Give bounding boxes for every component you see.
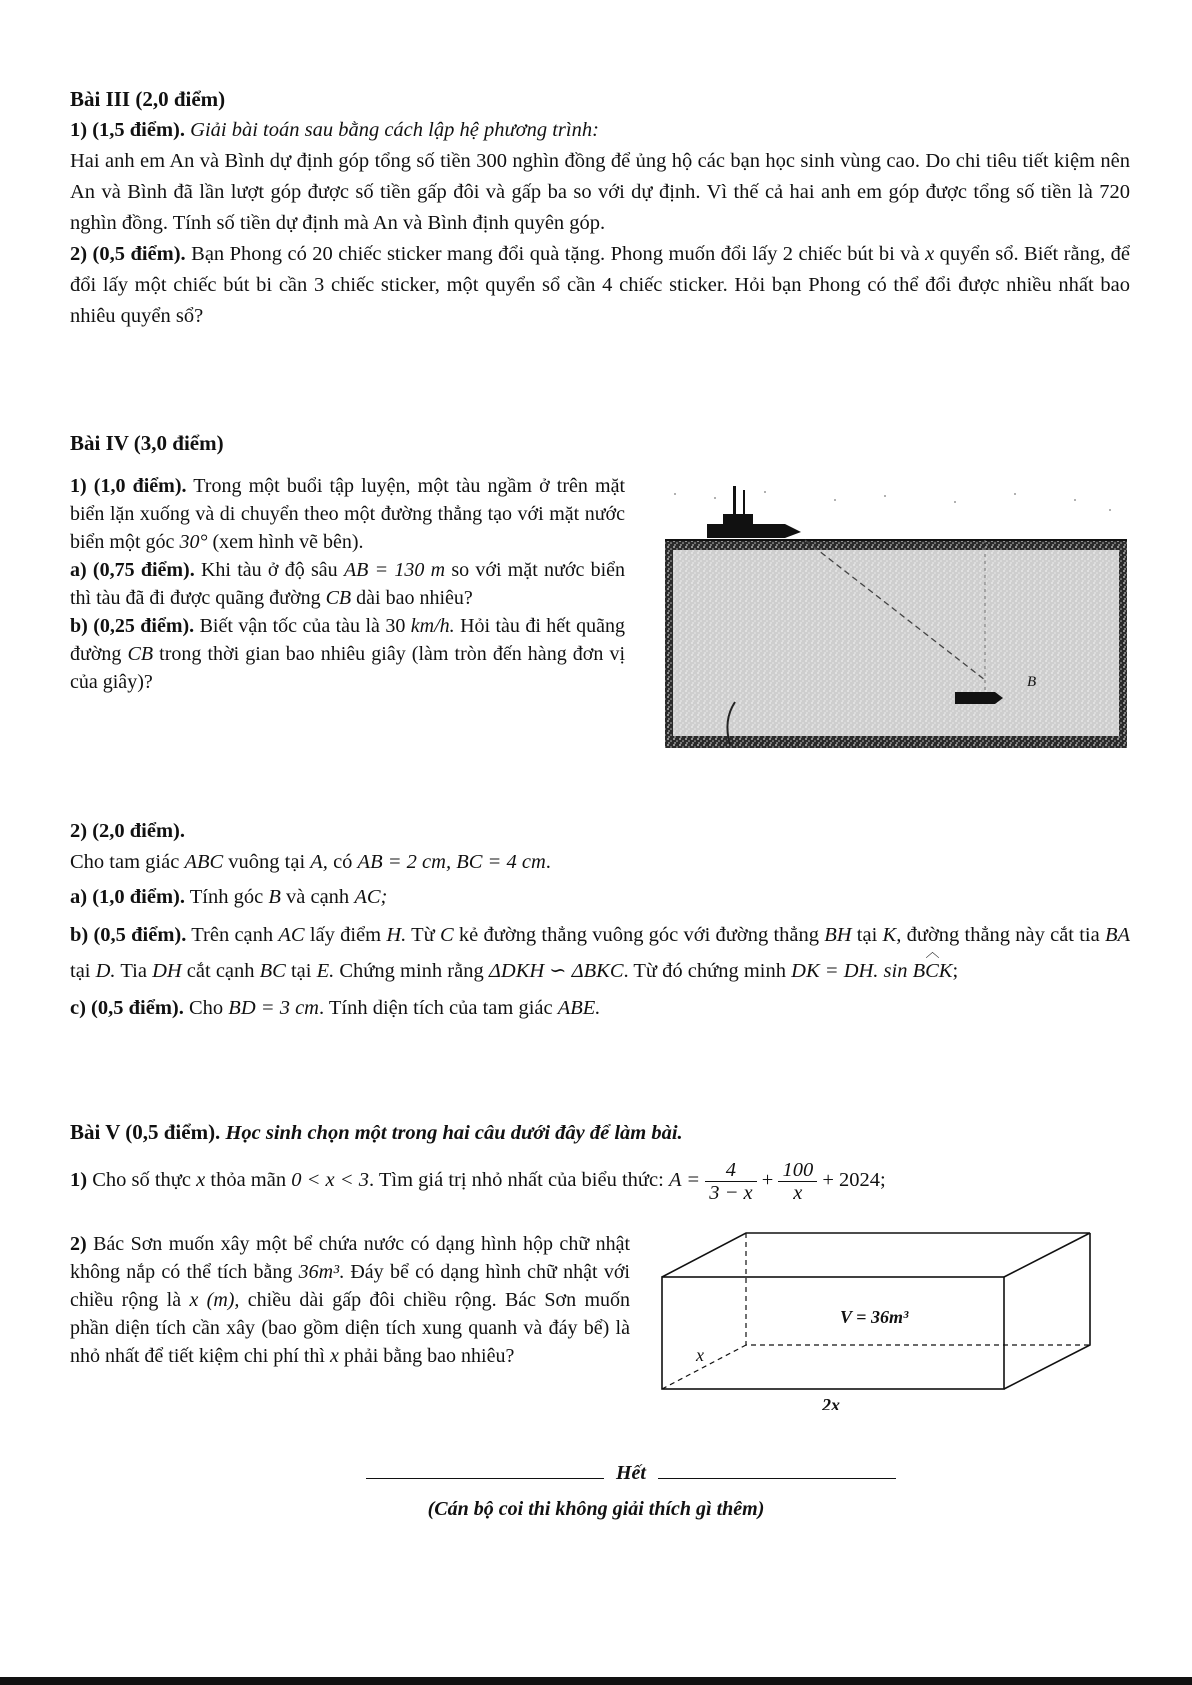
problem-text: phải bằng bao nhiêu? xyxy=(343,1345,515,1367)
problem-label: 1) (1,5 điểm). xyxy=(70,119,186,141)
q2-intro xyxy=(70,847,1130,878)
problem-text: kẻ đường thẳng vuông góc với đường thẳng xyxy=(458,924,819,946)
math-var: D. xyxy=(95,960,116,982)
problem-text: . Đáy bể có dạng hình chữ nhật với chiều rộng là xyxy=(70,1261,630,1311)
problem-text: Bác Sơn muốn xây một bể chứa nước có dạng hình hộp chữ nhật không nắp có thể tích bằng xyxy=(70,1233,630,1283)
box-right-face xyxy=(1004,1233,1090,1389)
fraction-numerator: 100 xyxy=(778,1159,817,1182)
math-angle: 30° xyxy=(179,531,208,553)
problem-1 xyxy=(70,115,1130,146)
problem-text: tại xyxy=(290,960,312,982)
section-bai-5 xyxy=(70,1117,1130,1204)
math-var: DH xyxy=(152,960,182,982)
math-expr: x (m), xyxy=(189,1289,240,1311)
problem-text: so với mặt nước biển thì tàu đã đi được quãng đường xyxy=(70,559,626,609)
problem-text: . Từ đó chứng minh xyxy=(623,960,787,982)
problem-text: Tính góc xyxy=(189,886,264,908)
submarine-underwater-icon xyxy=(955,692,1003,704)
footer-line-left xyxy=(366,1478,604,1479)
q2a xyxy=(70,882,1130,913)
q1a xyxy=(70,556,625,612)
math-var: x xyxy=(925,243,935,265)
problem-text: Hỏi tàu đi hết quãng đường xyxy=(70,615,626,665)
math-var: BA xyxy=(1104,924,1131,946)
q2 xyxy=(70,1230,630,1370)
problem-label: a) (0,75 điểm). xyxy=(70,559,195,581)
math-var: ABE. xyxy=(557,997,601,1019)
math-expr: DK = DH. sin xyxy=(791,960,908,982)
box-hidden-edges xyxy=(746,1233,1090,1345)
q2b xyxy=(70,917,1130,989)
problem-text: Bạn Phong có 20 chiếc sticker mang đổi quà tặng. Phong muốn đổi lấy 2 chiếc bút bi và xyxy=(191,243,920,265)
angle-text: BCK xyxy=(912,960,953,982)
volume-label: V = 36m³ xyxy=(840,1307,909,1327)
problem-text: chiều dài gấp đôi chiều rộng. Bác Sơn muốn phần diện tích cần xây (bao gồm diện tích xung quanh và đáy bể) là nhỏ nhất để tiết kiệm chi phí thì xyxy=(70,1289,631,1367)
problem-text: ; xyxy=(952,960,959,982)
q1b xyxy=(70,612,625,696)
problem-text: tại xyxy=(856,924,878,946)
math-angle-bck: ︿ BCK xyxy=(912,946,953,982)
problem-text: Trên cạnh xyxy=(191,924,274,946)
math-operator: + xyxy=(761,1169,774,1192)
math-var: C xyxy=(439,924,454,946)
math-expr: + 2024 xyxy=(822,1169,881,1192)
problem-text: tại xyxy=(70,960,91,982)
math-var: E. xyxy=(316,960,335,982)
submarine-figure xyxy=(655,480,1130,755)
fraction-numerator: 4 xyxy=(705,1159,756,1182)
problem-text: Cho xyxy=(188,997,224,1019)
q1 xyxy=(70,1159,1130,1204)
math-unit: km/h. xyxy=(410,615,455,637)
problem-text: . Tìm giá trị nhỏ nhất của biểu thức: xyxy=(369,1169,664,1192)
problem-text: dài bao nhiêu? xyxy=(356,587,473,609)
math-expr: A = xyxy=(668,1169,701,1192)
math-expr: ΔDKH ∽ ΔBKC xyxy=(488,960,624,982)
problem-text: Chứng minh rằng xyxy=(339,960,484,982)
length-label: 2x xyxy=(822,1395,840,1410)
bottom-scan-edge xyxy=(0,1677,1192,1685)
problem-label: b) (0,25 điểm). xyxy=(70,615,195,637)
math-expr: 0 < x < 3 xyxy=(291,1169,369,1192)
problem-label: c) (0,5 điểm). xyxy=(70,997,184,1019)
problem-instruction: Giải bài toán sau bằng cách lập hệ phương trình: xyxy=(190,119,599,141)
math-expr: BD = 3 cm xyxy=(228,997,319,1019)
fraction-2 xyxy=(778,1159,817,1204)
math-var: ABC xyxy=(184,851,224,873)
footer-line-right xyxy=(658,1478,896,1479)
math-expr: AB = 130 m xyxy=(343,559,446,581)
section-bai-3 xyxy=(70,84,1130,332)
math-var: x xyxy=(329,1345,339,1367)
problem-text: . Tính diện tích của tam giác xyxy=(319,997,553,1019)
problem-text: lấy điểm xyxy=(309,924,382,946)
problem-text: có xyxy=(333,851,353,873)
section-bai-4 xyxy=(70,428,1130,459)
problem-text: và cạnh xyxy=(286,886,350,908)
problem-text: cắt cạnh xyxy=(186,960,255,982)
footer-end: Hết xyxy=(616,1462,646,1484)
q1 xyxy=(70,472,625,556)
problem-text: Tia xyxy=(120,960,147,982)
bai4-part1 xyxy=(70,472,625,696)
problem-text: Từ xyxy=(411,924,435,946)
box-hidden-edge-diagonal xyxy=(662,1345,746,1389)
box-top-face xyxy=(662,1233,1090,1277)
math-var: B xyxy=(268,886,281,908)
problem-label: 2) (2,0 điểm). xyxy=(70,820,186,842)
tank-figure xyxy=(650,1225,1130,1410)
footer-note: (Cán bộ coi thi không giải thích gì thêm) xyxy=(427,1498,765,1520)
q2c xyxy=(70,993,1130,1024)
math-var: AC; xyxy=(354,886,388,908)
sky-texture xyxy=(674,491,1111,511)
problem-text: Trong một buổi tập luyện, một tàu ngầm ở trên mặt biển lặn xuống và di chuyển theo một đường thẳng tạo với mặt nước biển một góc xyxy=(70,475,625,553)
problem-label: 1) xyxy=(70,1169,88,1192)
problem-text: Biết vận tốc của tàu là 30 xyxy=(199,615,406,637)
problem-text: Cho tam giác xyxy=(70,851,180,873)
problem-text: trong thời gian bao nhiêu giây (làm tròn đến hàng đơn vị của giây)? xyxy=(70,643,626,693)
math-var: x xyxy=(196,1169,206,1192)
problem-text: vuông tại xyxy=(228,851,306,873)
math-var: CB xyxy=(325,587,352,609)
problem-text: . xyxy=(545,851,551,873)
problem-text: ; xyxy=(880,1169,886,1192)
math-var: AC xyxy=(278,924,305,946)
math-var: BC xyxy=(259,960,286,982)
bai4-part2 xyxy=(70,816,1130,1024)
problem-text: quyển sổ. Biết rằng, để đổi lấy một chiếc bút bi cần 3 chiếc sticker, một quyển sổ cần 4 chiếc sticker. Hỏi bạn Phong có thể đổi được nhiều nhất bao nhiêu quyển sổ? xyxy=(70,243,1131,327)
section-heading: Bài V (0,5 điểm). xyxy=(70,1120,221,1144)
problem-text: đường thẳng này cắt tia xyxy=(906,924,1100,946)
problem-label: a) (1,0 điểm). xyxy=(70,886,186,908)
section-heading: Bài IV (3,0 điểm) xyxy=(70,431,224,455)
math-expr: AB = 2 cm, BC = 4 cm xyxy=(357,851,546,873)
problem-text: thỏa mãn xyxy=(210,1169,287,1192)
submarine-icon xyxy=(707,486,801,538)
math-var: A, xyxy=(310,851,328,873)
sea-inner xyxy=(673,550,1119,736)
problem-label: 2) (0,5 điểm). xyxy=(70,243,186,265)
problem-label: 1) (1,0 điểm). xyxy=(70,475,187,497)
width-label: x xyxy=(696,1345,704,1365)
section-heading-row xyxy=(70,1117,1130,1149)
box-front-face xyxy=(662,1277,1004,1389)
math-var: K, xyxy=(882,924,902,946)
fraction-denominator: x xyxy=(793,1182,803,1204)
section-note: Học sinh chọn một trong hai câu dưới đây để làm bài. xyxy=(225,1122,683,1144)
problem-label: 2) xyxy=(70,1233,87,1255)
problem-2 xyxy=(70,239,1130,332)
math-var: BH xyxy=(824,924,852,946)
problem-label: b) (0,5 điểm). xyxy=(70,924,187,946)
fraction-1 xyxy=(705,1159,756,1204)
point-b-label: B xyxy=(1027,674,1037,690)
problem-text: Khi tàu ở độ sâu xyxy=(200,559,338,581)
math-expr: 36m³ xyxy=(298,1261,340,1283)
problem-text: Cho số thực xyxy=(92,1169,192,1192)
problem-1-text: Hai anh em An và Bình dự định góp tổng số tiền 300 nghìn đồng để ủng hộ các bạn học sinh vùng cao. Do chi tiêu tiết kiệm nên An và Bình đã lần lượt góp được số tiền gấp đôi và gấp ba so với dự định. Vì thế cả hai anh em góp được tổng số tiền là 720 nghìn đồng. Tính số tiền dự định mà An và Bình định quyên góp. xyxy=(70,150,1130,234)
section-heading: Bài III (2,0 điểm) xyxy=(70,87,226,111)
math-var: H. xyxy=(386,924,407,946)
math-var: CB xyxy=(127,643,154,665)
bai5-q2 xyxy=(70,1230,630,1370)
problem-text: (xem hình vẽ bên). xyxy=(212,531,364,553)
fraction-denominator: 3 − x xyxy=(709,1182,753,1204)
